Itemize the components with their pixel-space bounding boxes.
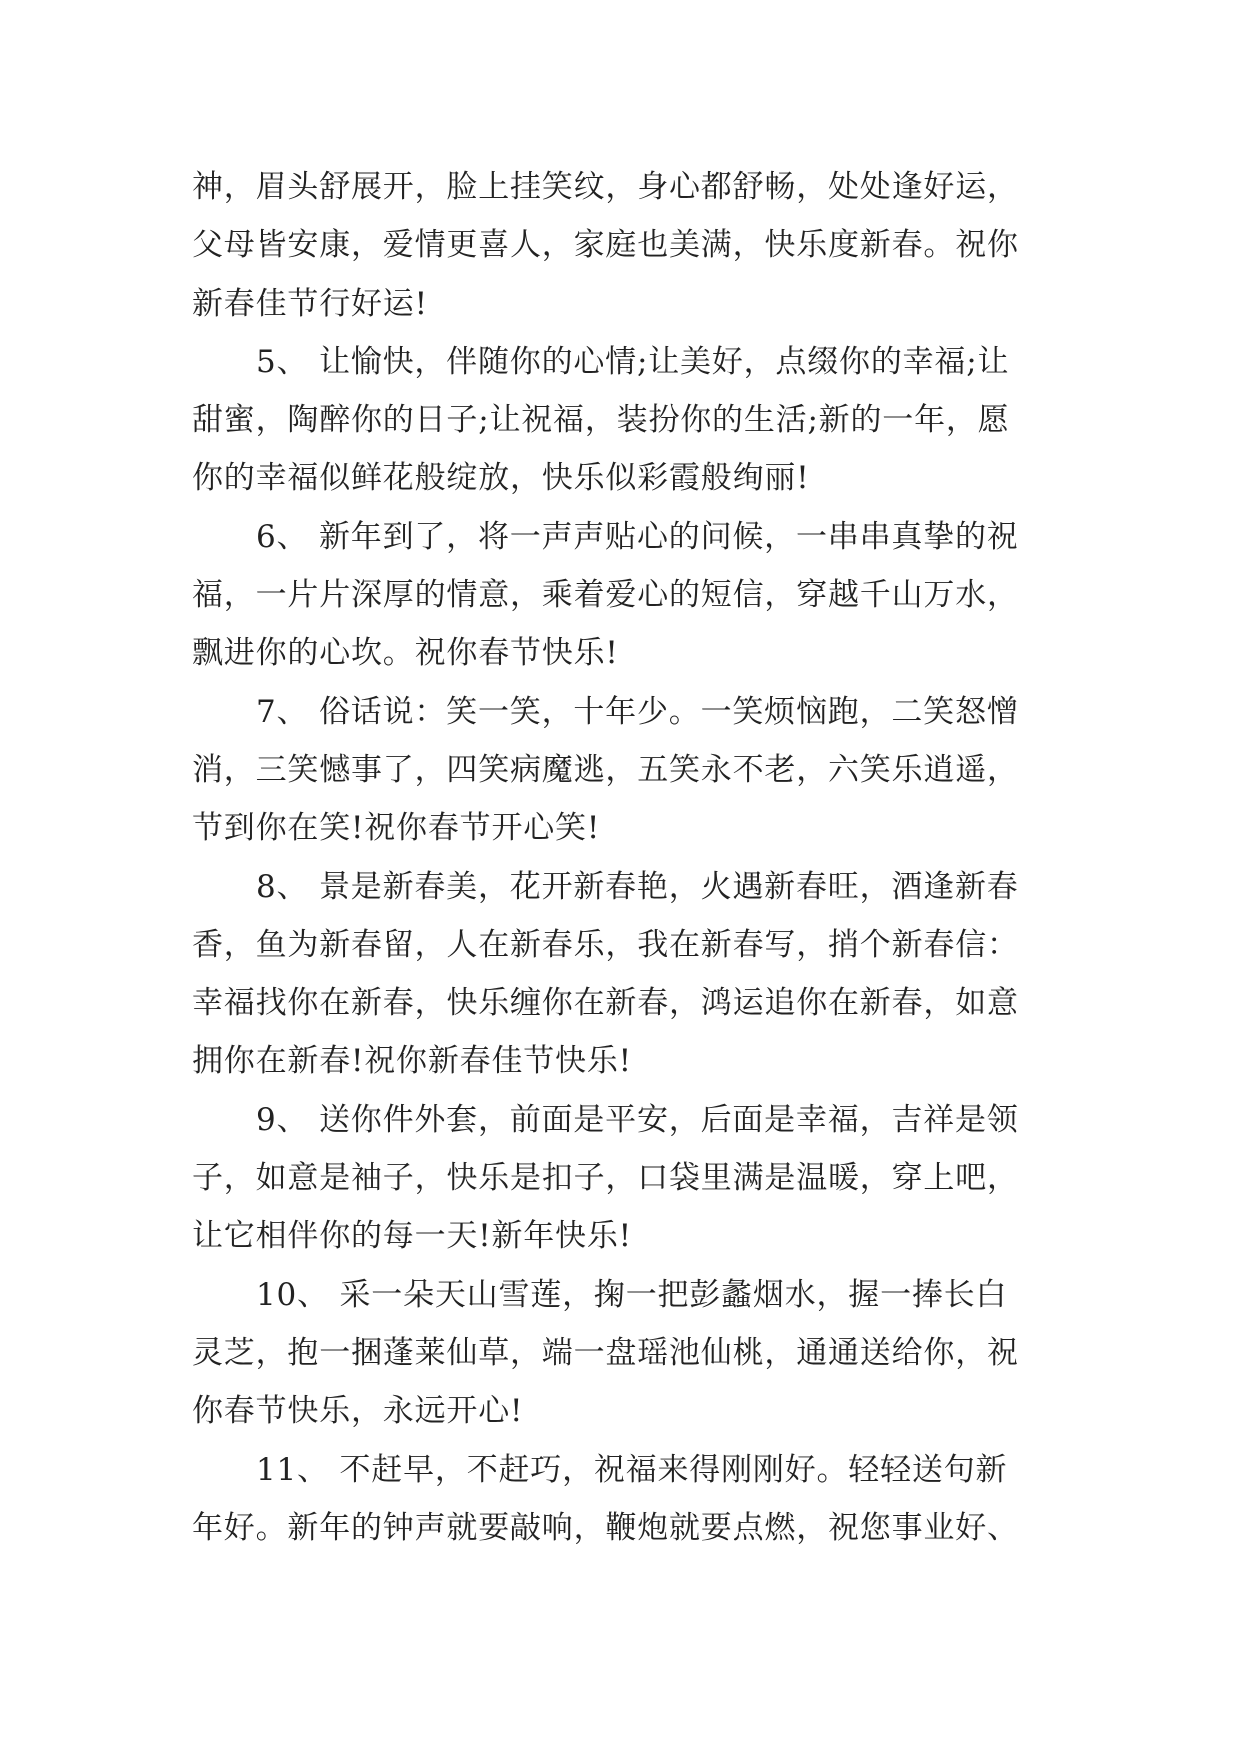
text-line: 幸福找你在新春，快乐缠你在新春，鸿运追你在新春，如意: [192, 985, 1019, 1022]
text-line: 9、 送你件外套，前面是平安，后面是幸福，吉祥是领: [256, 1101, 1019, 1138]
text-line: 你的幸福似鲜花般绽放，快乐似彩霞般绚丽!: [192, 460, 810, 497]
text-line: 拥你在新春!祝你新春佳节快乐!: [192, 1043, 632, 1080]
text-line: 飘进你的心坎。祝你春节快乐!: [192, 635, 619, 672]
text-line: 你春节快乐，永远开心!: [192, 1393, 524, 1430]
text-line: 福，一片片深厚的情意，乘着爱心的短信，穿越千山万水，: [192, 577, 1019, 614]
text-line: 神，眉头舒展开，脸上挂笑纹，身心都舒畅，处处逢好运，: [192, 169, 1019, 205]
text-line: 11、 不赶早，不赶巧，祝福来得刚刚好。轻轻送句新: [256, 1451, 1008, 1488]
text-line: 年好。新年的钟声就要敲响，鞭炮就要点燃，祝您事业好、: [192, 1509, 1019, 1546]
text-line: 8、 景是新春美，花开新春艳，火遇新春旺，酒逢新春: [256, 868, 1019, 905]
text-line: 6、 新年到了，将一声声贴心的问候，一串串真挚的祝: [256, 518, 1019, 555]
text-line: 新春佳节行好运!: [192, 285, 428, 322]
text-line: 父母皆安康，爱情更喜人，家庭也美满，快乐度新春。祝你: [192, 227, 1019, 264]
text-line: 消，三笑憾事了，四笑病魔逃，五笑永不老，六笑乐逍遥，: [192, 751, 1019, 788]
text-line: 香，鱼为新春留，人在新春乐，我在新春写，捎个新春信：: [192, 926, 1019, 963]
document-body: [192, 158, 1072, 1557]
text-line: 5、 让愉快，伴随你的心情;让美好，点缀你的幸福;让: [256, 343, 1010, 380]
text-line: 甜蜜，陶醉你的日子;让祝福，装扮你的生活;新的一年，愿: [192, 402, 1010, 439]
text-line: 10、 采一朵天山雪莲，掬一把彭蠡烟水，握一捧长白: [256, 1276, 1008, 1313]
text-line: 子，如意是袖子，快乐是扣子，口袋里满是温暖，穿上吧，: [192, 1160, 1019, 1197]
text-line: 让它相伴你的每一天!新年快乐!: [192, 1218, 632, 1255]
text-line: 灵芝，抱一捆蓬莱仙草，端一盘瑶池仙桃，通通送给你，祝: [192, 1334, 1019, 1371]
text-line: 节到你在笑!祝你春节开心笑!: [192, 810, 601, 847]
text-line: 7、 俗话说：笑一笑，十年少。一笑烦恼跑，二笑怒憎: [256, 693, 1019, 730]
